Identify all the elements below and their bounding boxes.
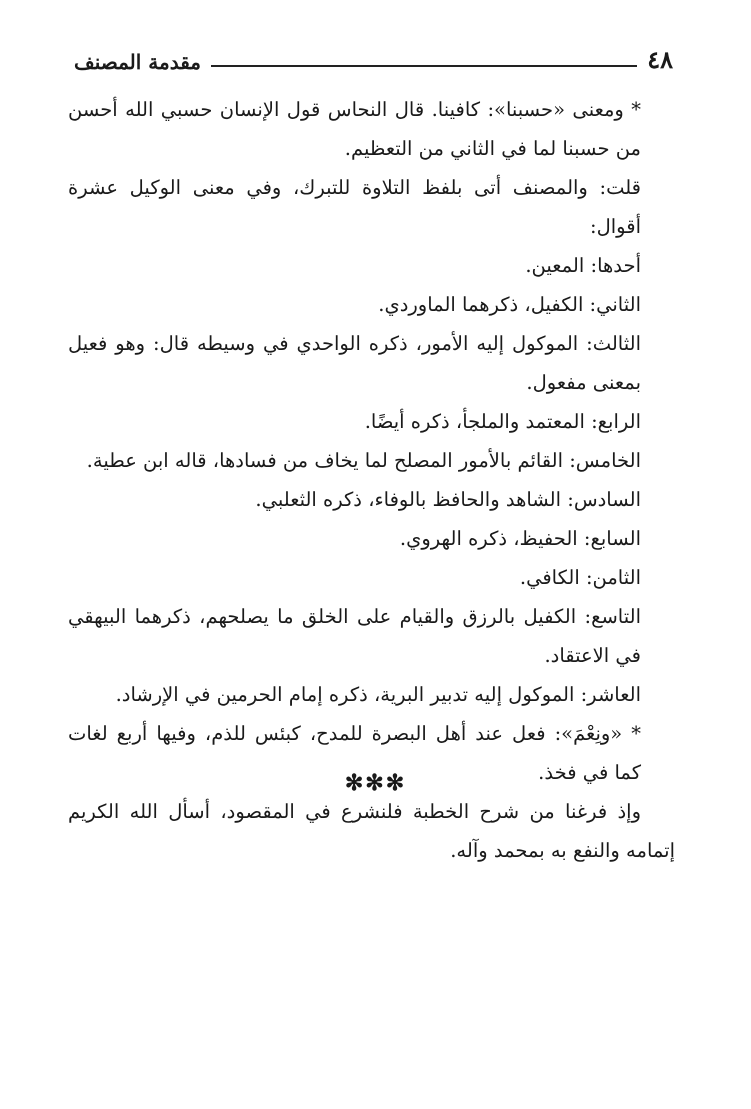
paragraph-third-meaning: الثالث: الموكول إليه الأمور، ذكره الواحدي في وسيطه قال: وهو فعيل بمعنى مفعول. <box>68 332 641 394</box>
running-head <box>74 44 675 72</box>
paragraph-fifth-meaning: الخامس: القائم بالأمور المصلح لما يخاف من فسادها، قاله ابن عطية. <box>86 449 641 472</box>
paragraph-closing: وإذ فرغنا من شرح الخطبة فلنشرع في المقصود، أسأل الله الكريم إتمامه والنفع به بمحمد وآله. <box>68 800 675 862</box>
header-rule <box>211 65 637 67</box>
paragraph-second-meaning: الثاني: الكفيل، ذكرهما الماوردي. <box>378 293 641 316</box>
paragraph-ninth-meaning: التاسع: الكفيل بالرزق والقيام على الخلق ما يصلحهم، ذكرهما البيهقي في الاعتقاد. <box>68 605 641 667</box>
paragraph-hasbuna: * ومعنى «حسبنا»: كافينا. قال النحاس قول الإنسان حسبي الله أحسن من حسبنا لما في الثاني من التعظيم. <box>68 98 641 160</box>
paragraph-wakil-intro: قلت: والمصنف أتى بلفظ التلاوة للتبرك، وفي معنى الوكيل عشرة أقوال: <box>68 176 641 238</box>
page-number: ٤٨ <box>647 45 673 74</box>
asterism-ornament: ✻✻✻ <box>344 770 407 796</box>
section-title: مقدمة المصنف <box>74 50 202 74</box>
paragraph-eighth-meaning: الثامن: الكافي. <box>519 566 641 589</box>
paragraph-nima: * «ونِعْمَ»: فعل عند أهل البصرة للمدح، كبئس للذم، وفيها أربع لغات كما في فخذ. <box>68 722 641 784</box>
paragraph-seventh-meaning: السابع: الحفيظ، ذكره الهروي. <box>399 527 641 550</box>
paragraph-first-meaning: أحدها: المعين. <box>525 254 641 277</box>
paragraph-fourth-meaning: الرابع: المعتمد والملجأ، ذكره أيضًا. <box>364 410 641 433</box>
paragraph-sixth-meaning: السادس: الشاهد والحافظ بالوفاء، ذكره الثعلبي. <box>255 488 641 511</box>
paragraph-tenth-meaning: العاشر: الموكول إليه تدبير البرية، ذكره إمام الحرمين في الإرشاد. <box>115 683 641 706</box>
body-text <box>68 90 675 870</box>
